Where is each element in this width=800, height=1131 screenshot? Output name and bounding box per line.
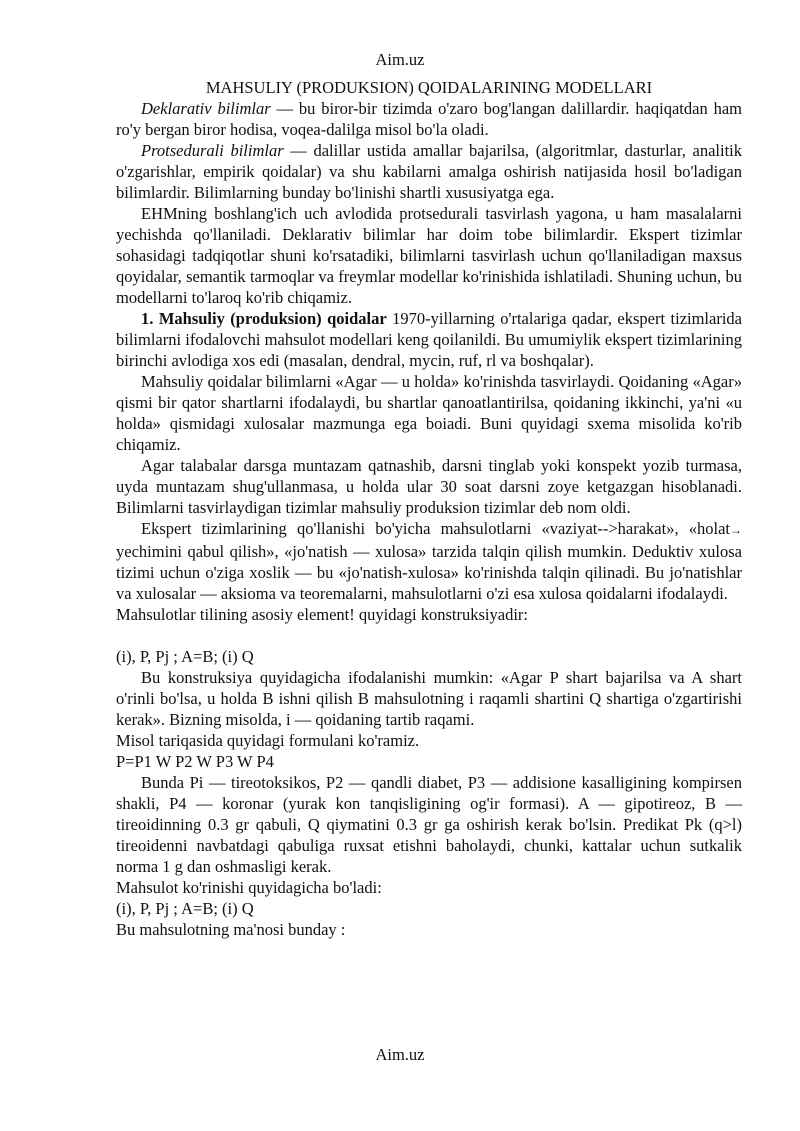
page-footer: Aim.uz (375, 1045, 425, 1064)
paragraph-text: yechimini qabul qilish», «jo'natish — xulosa» tarzida talqin qilish mumkin. Deduktiv xulosa tizimi uchun o'ziga xoslik — bu «jo'natish-xulosa» ko'rinishda talqin qilinadi. Bu jo'natishlar va xulosalar — aksioma va teoremalarni, mahsulotlarni o'zi esa xulosa qoidalarni ifodalaydi. (116, 542, 742, 603)
formula-product: (i), P, Pj ; A=B; (i) Q (116, 899, 254, 918)
paragraph-formula-intro: Misol tariqasida quyidagi formulani ko'ramiz. (116, 731, 420, 750)
paragraph-product-view: Mahsulot ko'rinishi quyidagicha bo'ladi: (116, 878, 382, 897)
paragraph-if-then: Mahsuliy qoidalar bilimlarni «Agar — u holda» ko'rinishda tasvirlaydi. Qoidaning «Agar» qismi bir qator shartlarni ifodalaydi, bu shartlar qanoatlantirilsa, qoidaning ikkinchi, ya'ni «u holda» qismidagi xulosalar mazmunga ega boiadi. Buni quyidagi sxema misolida ko'rib chiqamiz. (116, 372, 742, 454)
term-declarative: Deklarativ bilimlar (141, 99, 271, 118)
term-procedural: Protsedurali bilimlar (141, 141, 284, 160)
formula-p: P=P1 W P2 W P3 W P4 (116, 752, 274, 771)
paragraph-declarative (116, 98, 742, 140)
paragraph-interpretation (116, 518, 742, 604)
paragraph-ehm: EHMning boshlang'ich uch avlodida protsedurali tasvirlash yagona, u ham masalalarni yechishda qo'llaniladi. Deklarativ bilimlar har doim tobe bilimlardir. Ekspert tizimlar sohasidagi tadqiqotlar shuni ko'rsatadiki, bilimlarni tasvirlash uchun qo'llaniladigan maxsus qoyidalar, semantik tarmoqlar va freymlar modellar ko'rinishida ishlatiladi. Shuning uchun, bu modellarni to'laroq ko'rib chiqamiz. (116, 204, 742, 307)
blank-line (116, 625, 742, 646)
right-arrow-icon: → (730, 523, 742, 537)
page-header: Aim.uz (375, 50, 425, 69)
paragraph-construction: Mahsulotlar tilining asosiy element! quyidagi konstruksiyadir: (116, 605, 528, 624)
section-heading: 1. Mahsuliy (produksion) qoidalar (141, 309, 387, 328)
paragraph-text: Ekspert tizimlarining qo'llanishi bo'yicha mahsulotlarni «vaziyat-->harakat», «holat (141, 519, 730, 538)
paragraph-text: — dalillar ustida amallar bajarilsa, (algoritmlar, dasturlar, analitik o'zgarishlar, empirik qoidalar) va shu kabilarni amalga oshirish natijasida hosil bo'ladigan bilimlardir. Bilimlarning bunday bo'linishi shartli xususiyatga ega. (116, 141, 742, 202)
paragraph-example: Agar talabalar darsga muntazam qatnashib, darsni tinglab yoki konspekt yozib turmasa, uyda muntazam shug'ullanmasa, u holda ular 30 soat darsni zoye ketgazgan hisoblanadi. Bilimlarni tasvirlaydigan tizimlar mahsuliy produksion tizimlar deb nom oldi. (116, 456, 742, 517)
paragraph-text: 1970-yillarning o'rtalariga qadar, ekspert tizimlarida bilimlarni ifodalovchi mahsulot modellari keng qoilanildi. Bu umumiylik ekspert tizimlarining birinchi avlodiga xos edi (masalan, dendral, mycin, ruf, rl va boshqalar). (116, 309, 742, 370)
document-body (116, 77, 742, 940)
paragraph-construction-meaning: Bu konstruksiya quyidagicha ifodalanishi mumkin: «Agar P shart bajarilsa va A shart o'rinli bo'lsa, u holda B ishni qilish B mahsulotning i raqamli shartini Q shartiga o'zgartirishi kerak». Bizning misolda, i — qoidaning tartib raqami. (116, 668, 742, 729)
paragraph-predicates: Bunda Pi — tireotoksikos, P2 — qandli diabet, P3 — addisione kasalligining kompirsen shakli, P4 — koronar (yurak kon tanqisligining og'ir formasi). A — gipotireoz, B — tireoidinning 0.3 gr qabuli, Q qiymatini 0.3 gr ga oshirish kerak bo'lsin. Predikat Pk (q>l) tireoidenni navbatdagi qabuliga ruxsat etishni baholaydi, chunki, kattalar uchun sutkalik norma 1 g dan oshmasligi kerak. (116, 773, 742, 876)
formula-construction: (i), P, Pj ; A=B; (i) Q (116, 647, 254, 666)
paragraph-procedural (116, 140, 742, 203)
paragraph-production-rules (116, 308, 742, 371)
paragraph-text: — bu biror-bir tizimda o'zaro bog'langan dalillardir. haqiqatdan ham ro'y bergan biror hodisa, voqea-dalilga misol bo'la oladi. (116, 99, 742, 139)
paragraph-product-meaning: Bu mahsulotning ma'nosi bunday : (116, 920, 346, 939)
document-title: MAHSULIY (PRODUKSION) QOIDALARINING MODELLARI (205, 78, 653, 97)
